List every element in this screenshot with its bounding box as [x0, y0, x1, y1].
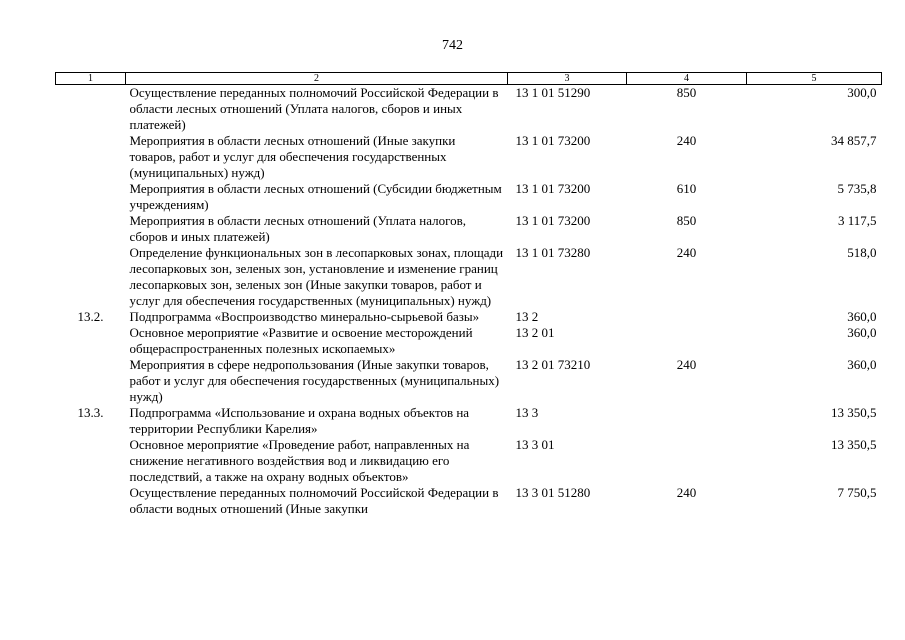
row-expense-type: 240: [676, 357, 697, 372]
row-expense-type: [627, 325, 747, 357]
row-code: 13 1 01 73200: [515, 181, 591, 196]
row-amount: 360,0: [847, 325, 877, 340]
row-name: Основное мероприятие «Проведение работ, направленных на снижение негативного воздействия вод и ликвидацию его последствий, а также на охрану водных объектов»: [129, 437, 470, 484]
row-code: 13 2 01: [515, 325, 555, 340]
row-number: [56, 485, 126, 517]
row-code: 13 2: [515, 309, 539, 324]
row-number: 13.2.: [77, 309, 104, 324]
row-name: Мероприятия в области лесных отношений (Уплата налогов, сборов и иных платежей): [129, 213, 467, 244]
row-number: [56, 245, 126, 309]
header-col-3: 3: [508, 73, 627, 85]
header-col-1: 1: [56, 73, 126, 85]
row-expense-type: 850: [676, 213, 697, 228]
table-body: [56, 85, 882, 518]
row-number: 13.3.: [77, 405, 104, 420]
row-number: [56, 325, 126, 357]
table-row: [56, 437, 882, 485]
table-row: [56, 357, 882, 405]
budget-table: [55, 72, 882, 517]
table-header: [56, 73, 882, 85]
table-row: [56, 85, 882, 134]
row-amount: 360,0: [847, 357, 877, 372]
page-number: 742: [442, 38, 463, 53]
table-row: [56, 309, 882, 325]
row-number: [56, 213, 126, 245]
row-name: Мероприятия в области лесных отношений (Субсидии бюджетным учреждениям): [129, 181, 502, 212]
row-code: 13 3 01 51280: [515, 485, 591, 500]
table-row: [56, 181, 882, 213]
table-row: [56, 485, 882, 517]
table-row: [56, 245, 882, 309]
row-expense-type: 240: [676, 245, 697, 260]
row-number: [56, 357, 126, 405]
row-number: [56, 85, 126, 134]
row-expense-type: [627, 437, 747, 485]
row-number: [56, 437, 126, 485]
table-row: [56, 325, 882, 357]
table-row: [56, 213, 882, 245]
row-name: Основное мероприятие «Развитие и освоение месторождений общераспространенных полезных ископаемых»: [129, 325, 473, 356]
row-code: 13 1 01 73200: [515, 133, 591, 148]
row-code: 13 3 01: [515, 437, 555, 452]
row-amount: 13 350,5: [831, 437, 877, 452]
row-name: Осуществление переданных полномочий Российской Федерации в области водных отношений (Иные закупки: [129, 485, 499, 516]
row-amount: 518,0: [847, 245, 877, 260]
row-code: 13 1 01 73280: [515, 245, 591, 260]
row-amount: 3 117,5: [837, 213, 877, 228]
row-name: Определение функциональных зон в лесопарковых зонах, площади лесопарковых зон, зеленых зон, установление и изменение границ лесопарковых зон, зеленых зон (Иные закупки товаров, работ и услуг для обеспечения государственных (муниципальных) нужд): [129, 245, 504, 308]
row-code: 13 2 01 73210: [515, 357, 591, 372]
row-amount: 13 350,5: [831, 405, 877, 420]
row-number: [56, 181, 126, 213]
table-row: [56, 405, 882, 437]
row-expense-type: 240: [676, 133, 697, 148]
row-name: Мероприятия в сфере недропользования (Иные закупки товаров, работ и услуг для обеспечения государственных (муниципальных) нужд): [129, 357, 500, 404]
row-expense-type: [627, 405, 747, 437]
row-expense-type: [627, 309, 747, 325]
row-amount: 7 750,5: [837, 485, 877, 500]
row-amount: 300,0: [847, 85, 877, 100]
row-name: Подпрограмма «Воспроизводство минерально-сырьевой базы»: [129, 309, 480, 324]
row-name: Осуществление переданных полномочий Российской Федерации в области лесных отношений (Уплата налогов, сборов и иных платежей): [129, 85, 499, 132]
header-col-5: 5: [747, 73, 882, 85]
row-number: [56, 133, 126, 181]
row-amount: 5 735,8: [837, 181, 877, 196]
header-col-4: 4: [627, 73, 747, 85]
header-row: [56, 73, 882, 85]
row-expense-type: 850: [676, 85, 697, 100]
row-amount: 360,0: [847, 309, 877, 324]
row-code: 13 1 01 73200: [515, 213, 591, 228]
row-amount: 34 857,7: [831, 133, 877, 148]
row-expense-type: 240: [676, 485, 697, 500]
header-col-2: 2: [126, 73, 508, 85]
row-code: 13 1 01 51290: [515, 85, 591, 100]
row-expense-type: 610: [676, 181, 697, 196]
row-name: Подпрограмма «Использование и охрана водных объектов на территории Республики Карелия»: [129, 405, 470, 436]
row-code: 13 3: [515, 405, 539, 420]
row-name: Мероприятия в области лесных отношений (Иные закупки товаров, работ и услуг для обеспечения государственных (муниципальных) нужд): [129, 133, 456, 180]
table-row: [56, 133, 882, 181]
